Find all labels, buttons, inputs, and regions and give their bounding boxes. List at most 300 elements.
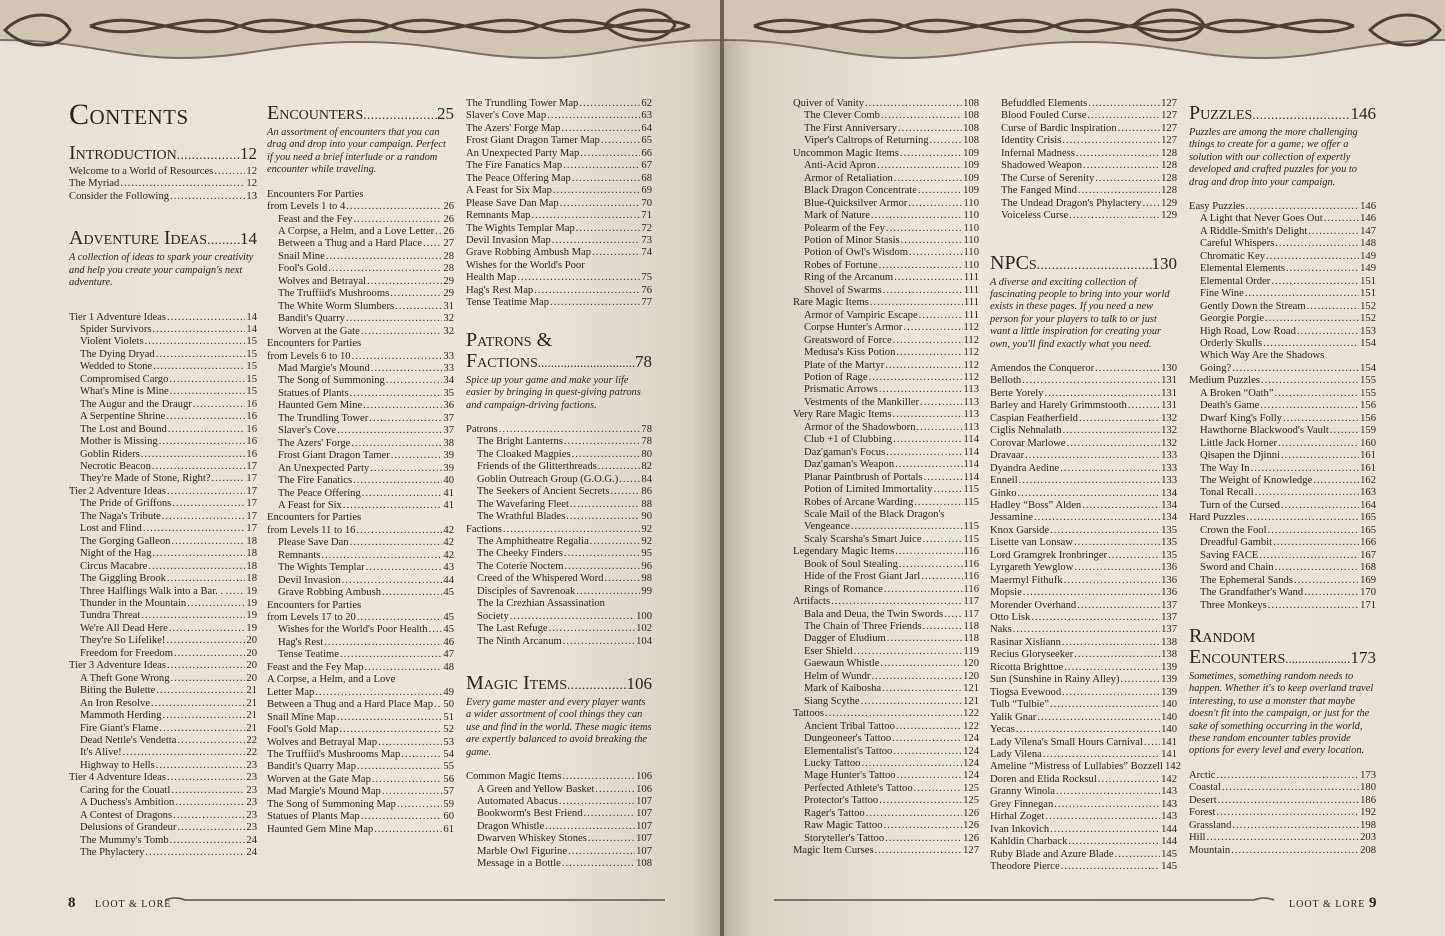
toc-entry[interactable] (793, 347, 979, 359)
toc-entry[interactable] (793, 783, 979, 795)
toc-entry[interactable] (69, 710, 257, 722)
toc-entry[interactable] (69, 424, 257, 436)
toc-entry[interactable] (69, 498, 257, 510)
toc-entry[interactable] (466, 573, 652, 585)
toc-entry[interactable] (267, 786, 454, 798)
section-heading-patrons-line2[interactable] (466, 350, 652, 374)
toc-entry[interactable] (990, 148, 1177, 160)
toc-entry[interactable] (793, 633, 979, 645)
toc-entry[interactable] (69, 685, 257, 697)
toc-entry[interactable] (1189, 213, 1376, 225)
toc-entry[interactable] (267, 214, 454, 226)
toc-entry[interactable] (267, 288, 454, 300)
toc-entry[interactable] (1189, 575, 1376, 587)
toc-entry[interactable] (793, 210, 979, 222)
toc-entry[interactable] (69, 648, 257, 660)
toc-entry[interactable] (267, 226, 454, 238)
toc-entry[interactable] (267, 450, 454, 462)
toc-entry[interactable] (466, 424, 652, 436)
toc-entry[interactable] (267, 313, 454, 325)
toc-entry[interactable] (990, 512, 1177, 524)
toc-entry[interactable] (793, 497, 979, 509)
toc-entry[interactable] (69, 610, 257, 622)
toc-entry[interactable] (990, 110, 1177, 122)
toc-entry[interactable] (793, 422, 979, 434)
toc-entry[interactable] (1189, 263, 1376, 275)
toc-entry[interactable] (793, 733, 979, 745)
toc-entry[interactable] (466, 858, 652, 870)
toc-entry[interactable] (990, 123, 1177, 135)
toc-entry[interactable] (267, 811, 454, 823)
toc-entry[interactable] (793, 223, 979, 235)
toc-entry[interactable] (69, 324, 257, 336)
toc-entry[interactable] (990, 525, 1177, 537)
toc-entry[interactable] (990, 737, 1177, 749)
toc-entry[interactable] (990, 749, 1177, 761)
toc-entry[interactable] (267, 575, 454, 587)
toc-entry[interactable] (1189, 438, 1376, 450)
toc-entry[interactable] (990, 624, 1177, 636)
toc-entry[interactable] (1189, 537, 1376, 549)
toc-entry[interactable] (1189, 487, 1376, 499)
toc-entry[interactable] (1189, 251, 1376, 263)
toc-entry[interactable] (793, 360, 979, 372)
toc-entry[interactable] (990, 438, 1177, 450)
toc-entry[interactable] (69, 772, 257, 784)
toc-entry[interactable] (466, 436, 652, 448)
toc-entry[interactable] (466, 247, 652, 259)
toc-entry[interactable] (990, 375, 1177, 387)
toc-entry[interactable] (267, 587, 454, 599)
toc-entry[interactable] (990, 724, 1177, 736)
toc-entry[interactable] (267, 649, 454, 661)
toc-entry[interactable] (990, 587, 1177, 599)
toc-entry[interactable] (1189, 807, 1376, 819)
toc-entry[interactable] (267, 761, 454, 773)
toc-entry[interactable] (990, 824, 1177, 836)
toc-entry[interactable] (267, 612, 454, 624)
toc-entry[interactable] (990, 849, 1177, 861)
toc-entry[interactable] (1189, 288, 1376, 300)
toc-entry[interactable] (793, 397, 979, 409)
toc-entry[interactable] (793, 185, 979, 197)
toc-entry[interactable] (69, 461, 257, 473)
toc-entry[interactable] (267, 276, 454, 288)
section-heading-adventure-ideas[interactable] (69, 227, 257, 251)
toc-entry[interactable] (466, 784, 652, 796)
toc-entry[interactable] (69, 548, 257, 560)
toc-entry[interactable] (793, 235, 979, 247)
toc-entry[interactable] (793, 808, 979, 820)
toc-entry[interactable] (1189, 238, 1376, 250)
toc-entry[interactable] (69, 698, 257, 710)
toc-entry[interactable] (990, 363, 1177, 375)
toc-entry[interactable] (466, 148, 652, 160)
toc-entry[interactable] (69, 623, 257, 635)
toc-entry[interactable] (466, 548, 652, 560)
toc-entry[interactable] (466, 833, 652, 845)
toc-entry[interactable] (793, 472, 979, 484)
toc-entry[interactable] (466, 135, 652, 147)
toc-entry[interactable] (267, 400, 454, 412)
toc-entry[interactable] (793, 820, 979, 832)
toc-entry[interactable] (466, 611, 652, 623)
toc-entry[interactable] (466, 185, 652, 197)
toc-entry[interactable] (1189, 475, 1376, 487)
toc-entry[interactable] (1189, 525, 1376, 537)
toc-entry[interactable] (793, 721, 979, 733)
toc-entry[interactable] (267, 326, 454, 338)
toc-entry[interactable] (793, 272, 979, 284)
toc-entry[interactable] (990, 185, 1177, 197)
toc-entry[interactable] (1189, 770, 1376, 782)
toc-entry[interactable] (466, 808, 652, 820)
toc-entry[interactable] (69, 835, 257, 847)
toc-entry[interactable] (793, 322, 979, 334)
toc-entry[interactable] (793, 646, 979, 658)
toc-entry[interactable] (793, 484, 979, 496)
toc-entry[interactable] (990, 400, 1177, 412)
toc-entry[interactable] (793, 384, 979, 396)
toc-entry[interactable] (990, 488, 1177, 500)
toc-entry[interactable] (793, 148, 979, 160)
toc-entry[interactable] (1189, 587, 1376, 599)
toc-entry[interactable] (69, 797, 257, 809)
toc-entry[interactable] (990, 761, 1181, 773)
toc-entry[interactable] (267, 687, 454, 699)
toc-entry[interactable] (793, 521, 979, 533)
toc-entry[interactable] (267, 562, 454, 574)
toc-entry[interactable] (267, 201, 454, 213)
toc-entry[interactable] (466, 461, 652, 473)
toc-entry[interactable] (990, 388, 1177, 400)
toc-entry[interactable] (793, 509, 979, 521)
toc-entry[interactable] (267, 674, 454, 686)
toc-entry[interactable] (793, 758, 979, 770)
toc-entry[interactable] (793, 297, 979, 309)
toc-entry[interactable] (69, 723, 257, 735)
toc-entry[interactable] (267, 749, 454, 761)
toc-entry[interactable] (990, 662, 1177, 674)
toc-entry[interactable] (466, 98, 652, 110)
toc-entry[interactable] (69, 810, 257, 822)
toc-entry[interactable] (1189, 425, 1376, 437)
toc-entry[interactable] (990, 774, 1177, 786)
toc-entry[interactable] (267, 438, 454, 450)
section-heading-magic-items[interactable] (466, 672, 652, 696)
toc-entry[interactable] (990, 836, 1177, 848)
toc-entry[interactable] (990, 160, 1177, 172)
toc-entry[interactable] (69, 473, 257, 485)
toc-entry[interactable] (793, 198, 979, 210)
toc-entry[interactable] (69, 386, 257, 398)
toc-entry[interactable] (267, 263, 454, 275)
toc-entry[interactable] (69, 760, 257, 772)
toc-entry[interactable] (466, 846, 652, 858)
toc-entry[interactable] (1189, 313, 1376, 325)
toc-entry[interactable] (990, 649, 1177, 661)
toc-entry[interactable] (69, 361, 257, 373)
toc-entry[interactable] (69, 191, 257, 203)
toc-entry[interactable] (990, 463, 1177, 475)
toc-entry[interactable] (990, 450, 1177, 462)
toc-entry[interactable] (466, 449, 652, 461)
toc-entry[interactable] (793, 372, 979, 384)
section-heading-encounters[interactable] (267, 102, 454, 126)
toc-entry[interactable] (793, 546, 979, 558)
toc-entry[interactable] (990, 575, 1177, 587)
toc-entry[interactable] (69, 785, 257, 797)
toc-entry[interactable] (990, 550, 1177, 562)
toc-entry[interactable] (69, 411, 257, 423)
toc-entry[interactable] (267, 388, 454, 400)
toc-entry[interactable] (466, 285, 652, 297)
toc-entry[interactable] (793, 110, 979, 122)
toc-entry[interactable] (267, 662, 454, 674)
toc-entry[interactable] (793, 534, 979, 546)
toc-entry[interactable] (793, 409, 979, 421)
toc-entry[interactable] (990, 135, 1177, 147)
toc-entry[interactable] (990, 98, 1177, 110)
toc-entry[interactable] (267, 413, 454, 425)
toc-entry[interactable] (793, 123, 979, 135)
toc-entry[interactable] (1189, 413, 1376, 425)
toc-entry[interactable] (1189, 375, 1376, 387)
toc-entry[interactable] (267, 488, 454, 500)
toc-entry[interactable] (466, 821, 652, 833)
toc-entry[interactable] (267, 774, 454, 786)
toc-entry[interactable] (793, 447, 979, 459)
toc-entry[interactable] (69, 573, 257, 585)
toc-entry[interactable] (793, 795, 979, 807)
toc-entry[interactable] (1189, 562, 1376, 574)
toc-entry[interactable] (69, 735, 257, 747)
toc-entry[interactable] (990, 198, 1177, 210)
toc-entry[interactable] (793, 98, 979, 110)
toc-entry[interactable] (466, 223, 652, 235)
toc-entry[interactable] (69, 166, 257, 178)
toc-entry[interactable] (1189, 400, 1376, 412)
toc-entry[interactable] (793, 658, 979, 670)
toc-entry[interactable] (267, 712, 454, 724)
toc-entry[interactable] (69, 747, 257, 759)
toc-entry[interactable] (466, 272, 652, 284)
section-heading-introduction[interactable] (69, 142, 257, 166)
toc-entry[interactable] (793, 770, 979, 782)
toc-entry[interactable] (793, 671, 979, 683)
toc-entry[interactable] (267, 550, 454, 562)
toc-entry[interactable] (793, 310, 979, 322)
toc-entry[interactable] (1189, 301, 1376, 313)
toc-entry[interactable] (267, 251, 454, 263)
toc-entry[interactable] (1189, 201, 1376, 213)
toc-entry[interactable] (267, 600, 454, 612)
toc-entry[interactable] (267, 512, 454, 524)
toc-entry[interactable] (267, 799, 454, 811)
toc-entry[interactable] (69, 178, 257, 190)
toc-entry[interactable] (267, 238, 454, 250)
toc-entry[interactable] (466, 598, 652, 610)
toc-entry[interactable] (267, 338, 454, 350)
toc-entry[interactable] (990, 811, 1177, 823)
toc-entry[interactable] (793, 285, 979, 297)
toc-entry[interactable] (69, 660, 257, 672)
toc-entry[interactable] (267, 425, 454, 437)
toc-entry[interactable] (466, 511, 652, 523)
toc-entry[interactable] (990, 562, 1177, 574)
toc-entry[interactable] (267, 699, 454, 711)
toc-entry[interactable] (990, 500, 1177, 512)
toc-entry[interactable] (267, 637, 454, 649)
toc-entry[interactable] (466, 235, 652, 247)
toc-entry[interactable] (793, 260, 979, 272)
toc-entry[interactable] (793, 683, 979, 695)
toc-entry[interactable] (267, 375, 454, 387)
toc-entry[interactable] (1189, 463, 1376, 475)
toc-entry[interactable] (69, 349, 257, 361)
toc-entry[interactable] (793, 335, 979, 347)
toc-entry[interactable] (990, 799, 1177, 811)
toc-entry[interactable] (793, 584, 979, 596)
toc-entry[interactable] (69, 436, 257, 448)
toc-entry[interactable] (69, 536, 257, 548)
toc-entry[interactable] (267, 824, 454, 836)
toc-entry[interactable] (793, 571, 979, 583)
section-heading-random-line1[interactable]: Random (1189, 624, 1256, 647)
toc-entry[interactable] (466, 561, 652, 573)
toc-entry[interactable] (793, 247, 979, 259)
section-heading-patrons-line1[interactable]: Patrons & (466, 328, 553, 351)
toc-entry[interactable] (466, 160, 652, 172)
section-heading-puzzles[interactable] (1189, 102, 1376, 126)
toc-entry[interactable] (1189, 226, 1376, 238)
toc-entry[interactable] (793, 845, 979, 857)
toc-entry[interactable] (267, 301, 454, 313)
toc-entry[interactable] (1189, 350, 1376, 362)
toc-entry[interactable] (990, 637, 1177, 649)
toc-entry[interactable] (793, 621, 979, 633)
toc-entry[interactable] (990, 210, 1177, 222)
toc-entry[interactable] (267, 189, 454, 201)
toc-entry[interactable] (69, 336, 257, 348)
toc-entry[interactable] (69, 312, 257, 324)
toc-entry[interactable] (990, 612, 1177, 624)
toc-entry[interactable] (990, 699, 1177, 711)
toc-entry[interactable] (69, 561, 257, 573)
toc-entry[interactable] (466, 524, 652, 536)
toc-entry[interactable] (990, 600, 1177, 612)
toc-entry[interactable] (990, 687, 1177, 699)
toc-entry[interactable] (466, 210, 652, 222)
toc-entry[interactable] (466, 486, 652, 498)
toc-entry[interactable] (1189, 450, 1376, 462)
toc-entry[interactable] (1189, 388, 1376, 400)
toc-entry[interactable] (69, 586, 257, 598)
toc-entry[interactable] (466, 771, 652, 783)
toc-entry[interactable] (69, 822, 257, 834)
toc-entry[interactable] (990, 537, 1177, 549)
toc-entry[interactable] (1189, 500, 1376, 512)
toc-entry[interactable] (466, 110, 652, 122)
section-heading-npcs[interactable] (990, 252, 1177, 276)
toc-entry[interactable] (793, 434, 979, 446)
toc-entry[interactable] (1189, 512, 1376, 524)
toc-entry[interactable] (793, 173, 979, 185)
toc-entry[interactable] (990, 173, 1177, 185)
toc-entry[interactable] (1189, 326, 1376, 338)
toc-entry[interactable] (69, 847, 257, 859)
toc-entry[interactable] (267, 537, 454, 549)
toc-entry[interactable] (466, 173, 652, 185)
toc-entry[interactable] (990, 712, 1177, 724)
toc-entry[interactable] (793, 459, 979, 471)
toc-entry[interactable] (990, 425, 1177, 437)
toc-entry[interactable] (466, 123, 652, 135)
toc-entry[interactable] (69, 673, 257, 685)
toc-entry[interactable] (1189, 363, 1376, 375)
toc-entry[interactable] (793, 596, 979, 608)
toc-entry[interactable] (466, 499, 652, 511)
toc-entry[interactable] (69, 511, 257, 523)
toc-entry[interactable] (793, 160, 979, 172)
toc-entry[interactable] (466, 586, 652, 598)
toc-entry[interactable] (69, 486, 257, 498)
toc-entry[interactable] (267, 737, 454, 749)
toc-entry[interactable] (69, 635, 257, 647)
toc-entry[interactable] (990, 786, 1177, 798)
toc-entry[interactable] (69, 374, 257, 386)
toc-entry[interactable] (466, 796, 652, 808)
toc-entry[interactable] (267, 500, 454, 512)
toc-entry[interactable] (466, 636, 652, 648)
toc-entry[interactable] (1189, 820, 1376, 832)
toc-entry[interactable] (793, 746, 979, 758)
toc-entry[interactable] (69, 399, 257, 411)
toc-entry[interactable] (267, 463, 454, 475)
toc-entry[interactable] (267, 525, 454, 537)
toc-entry[interactable] (1189, 845, 1376, 857)
toc-entry[interactable] (267, 724, 454, 736)
toc-entry[interactable] (793, 833, 979, 845)
toc-entry[interactable] (990, 413, 1177, 425)
toc-entry[interactable] (267, 624, 454, 636)
toc-entry[interactable] (466, 623, 652, 635)
toc-entry[interactable] (267, 351, 454, 363)
toc-entry[interactable] (69, 523, 257, 535)
toc-entry[interactable] (793, 696, 979, 708)
toc-entry[interactable] (793, 559, 979, 571)
toc-entry[interactable] (990, 861, 1177, 873)
toc-entry[interactable] (69, 449, 257, 461)
toc-entry[interactable] (69, 598, 257, 610)
toc-entry[interactable] (466, 536, 652, 548)
toc-entry[interactable] (267, 475, 454, 487)
toc-entry[interactable] (267, 363, 454, 375)
toc-entry[interactable] (466, 198, 652, 210)
toc-entry[interactable] (1189, 795, 1376, 807)
toc-entry[interactable] (466, 260, 652, 272)
toc-entry[interactable] (1189, 276, 1376, 288)
toc-entry[interactable] (466, 474, 652, 486)
toc-entry[interactable] (990, 475, 1177, 487)
toc-entry[interactable] (466, 297, 652, 309)
toc-entry[interactable] (1189, 338, 1376, 350)
toc-entry[interactable] (1189, 600, 1376, 612)
toc-entry[interactable] (1189, 832, 1376, 844)
toc-entry[interactable] (793, 609, 979, 621)
toc-entry[interactable] (793, 708, 979, 720)
toc-entry[interactable] (1189, 782, 1376, 794)
